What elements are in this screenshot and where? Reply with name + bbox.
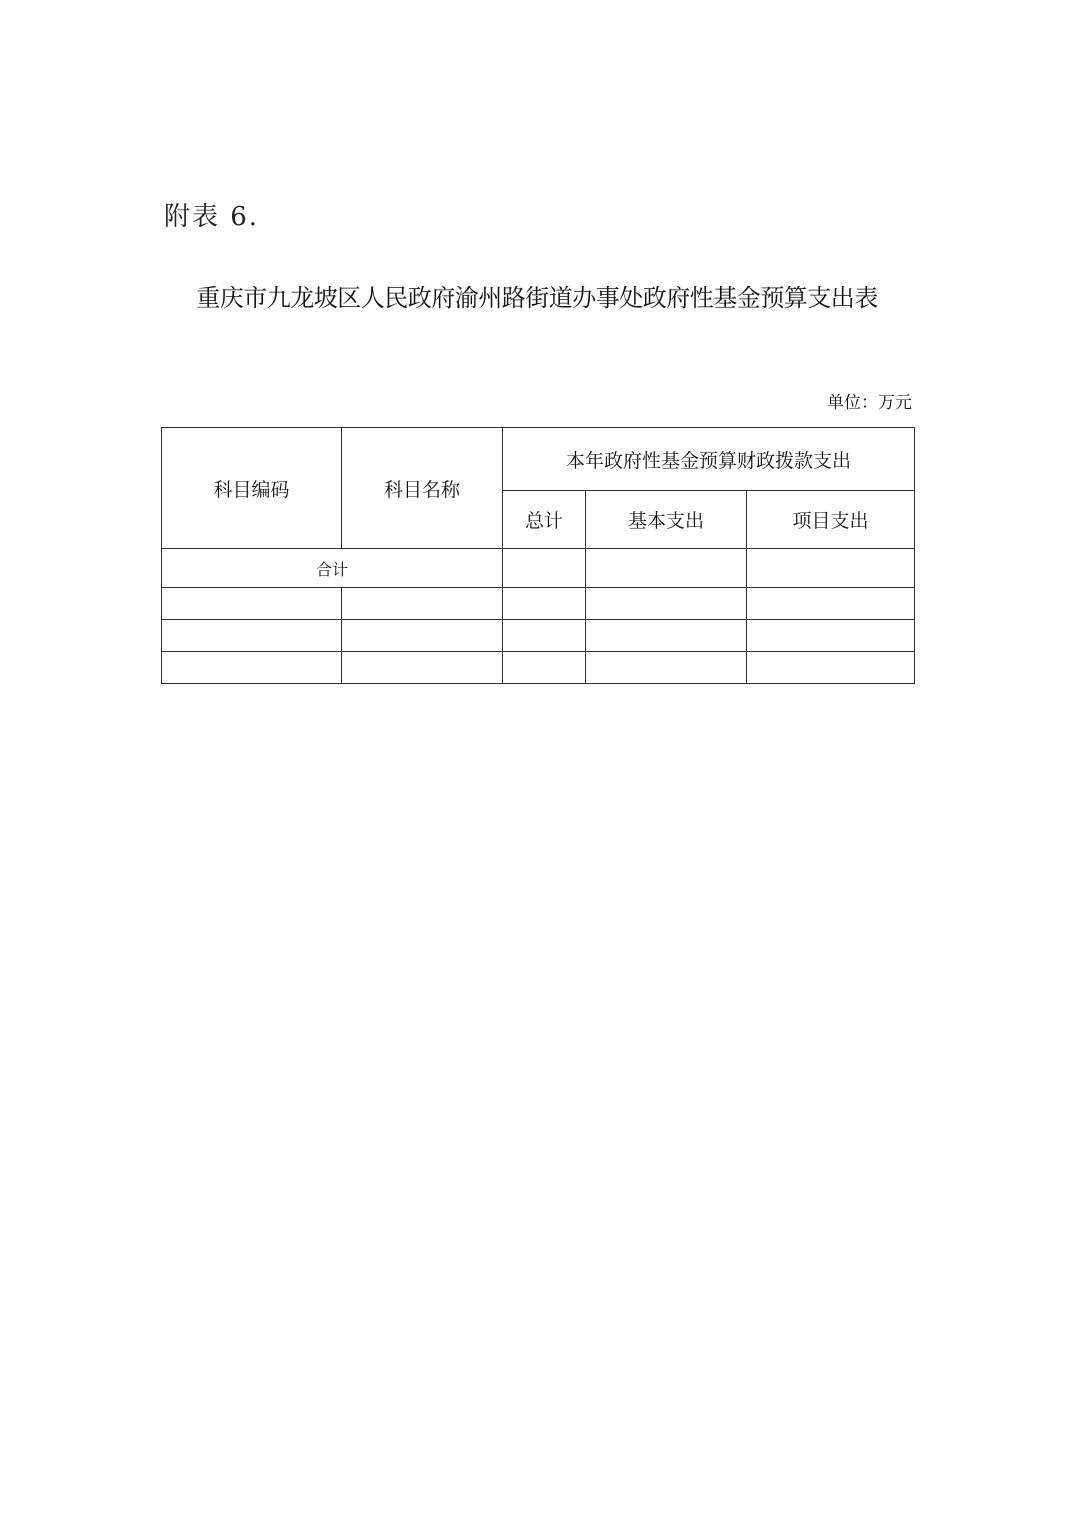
header-project-expenditure: 项目支出 xyxy=(747,491,915,549)
fund-budget-table xyxy=(161,427,915,684)
table-row xyxy=(162,588,915,620)
code-cell xyxy=(162,620,342,652)
total-label: 合计 xyxy=(162,549,503,588)
code-cell xyxy=(162,652,342,684)
document-title: 重庆市九龙坡区人民政府渝州路街道办事处政府性基金预算支出表 xyxy=(196,284,878,312)
header-row-1 xyxy=(162,428,915,491)
header-total: 总计 xyxy=(503,491,586,549)
basic-cell xyxy=(586,620,747,652)
name-cell xyxy=(342,588,503,620)
header-current-year-fund-expenditure: 本年政府性基金预算财政拨款支出 xyxy=(503,428,915,491)
name-cell xyxy=(342,620,503,652)
total-row xyxy=(162,549,915,588)
total-cell xyxy=(503,588,586,620)
name-cell xyxy=(342,652,503,684)
project-cell xyxy=(747,620,915,652)
total-basic-cell xyxy=(586,549,747,588)
total-total-cell xyxy=(503,549,586,588)
header-subject-name: 科目名称 xyxy=(342,428,503,549)
basic-cell xyxy=(586,652,747,684)
table-row xyxy=(162,652,915,684)
total-cell xyxy=(503,620,586,652)
unit-label: 单位：万元 xyxy=(827,393,912,413)
table-row xyxy=(162,620,915,652)
total-project-cell xyxy=(747,549,915,588)
attachment-label: 附表 6. xyxy=(164,202,260,232)
project-cell xyxy=(747,652,915,684)
header-subject-code: 科目编码 xyxy=(162,428,342,549)
header-basic-expenditure: 基本支出 xyxy=(586,491,747,549)
project-cell xyxy=(747,588,915,620)
basic-cell xyxy=(586,588,747,620)
total-cell xyxy=(503,652,586,684)
code-cell xyxy=(162,588,342,620)
